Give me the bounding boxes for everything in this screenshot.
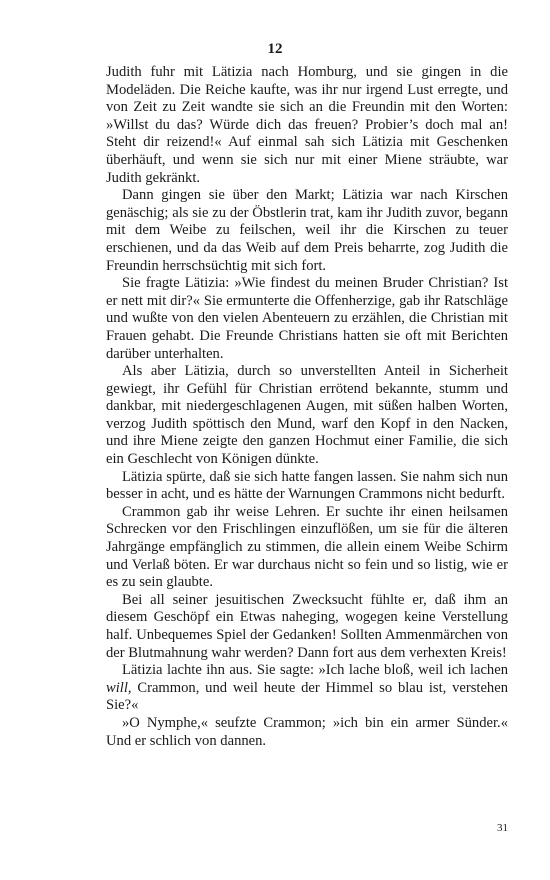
page-number: 31 xyxy=(497,822,508,834)
paragraph: »O Nymphe,« seufzte Crammon; »ich bin ein armer Sünder.« Und er schlich von dannen. xyxy=(106,714,508,749)
paragraph: Sie fragte Lätizia: »Wie findest du meinen Bruder Christian? Ist er nett mit dir?« Sie ermunterte die Offenherzige, gab ihr Ratschläge und wußte von den vielen Abenteuern zu erzählen, die Christian mit Frauen gehabt. Die Freunde Christians hatten sie oft mit Berichten darüber unterhalten. xyxy=(106,275,508,362)
body-text xyxy=(106,64,508,750)
paragraph: Lätizia spürte, daß sie sich hatte fangen lassen. Sie nahm sich nun besser in acht, und es hätte der Warnungen Crammons nicht bedurft. xyxy=(106,468,508,503)
paragraph: Dann gingen sie über den Markt; Lätizia war nach Kirschen genäschig; als sie zu der Öbstlerin trat, kam ihr Judith zuvor, begann mit dem Weibe zu feilschen, weil ihr die Kirschen zu teuer erschienen, und da das Weib auf dem Preis beharrte, zog Judith die Freundin herrschsüchtig mit sich fort. xyxy=(106,187,508,274)
paragraph: Judith fuhr mit Lätizia nach Homburg, und sie gingen in die Modeläden. Die Reiche kaufte, was ihr nur irgend Lust erregte, und von Zeit zu Zeit wandte sie sich an die Freundin mit den Worten: »Willst du das? Würde dich das freuen? Probier’s doch mal an! Steht dir reizend!« Auf einmal sah sich Lätizia mit Geschenken überhäuft, und wenn sie sich nur mit einer Miene sträubte, war Judith gekränkt. xyxy=(106,64,508,186)
emphasized-word: will xyxy=(106,679,128,696)
chapter-number: 12 xyxy=(267,41,283,57)
paragraph: Crammon gab ihr weise Lehren. Er suchte ihr einen heilsamen Schrecken vor den Frischlingen einzuflößen, um sie für die älteren Jahrgänge empfänglich zu stimmen, die allein einem Weibe Schirm und Verlaß böten. Er war durchaus nicht so fein und so listig, wie er es zu sein glaubte. xyxy=(106,503,508,591)
paragraph-italic-will: Lätizia lachte ihn aus. Sie sagte: »Ich lache bloß, weil ich lachen will, Crammon, und weil heute der Himmel so blau ist, verstehen Sie?« xyxy=(106,662,508,714)
paragraph: Als aber Lätizia, durch so unverstellten Anteil in Sicherheit gewiegt, ihr Gefühl für Christian errötend bekannte, stumm und dankbar, mit niedergeschlagenen Augen, mit süßen halben Worten, verzog Judith spöttisch den Mund, warf den Kopf in den Nacken, und ihre Miene zeigte den ganzen Hochmut einer Familie, die sich ein Geschlecht von Königen dünkte. xyxy=(106,363,508,468)
paragraph: Bei all seiner jesuitischen Zwecksucht fühlte er, daß ihm an diesem Geschöpf ein Etwas naheging, wogegen keine Verstellung half. Unbequemes Spiel der Gedanken! Sollten Ammenmärchen von der Blutmahnung wahr werden? Dann fort aus dem verhexten Kreis! xyxy=(106,591,508,661)
